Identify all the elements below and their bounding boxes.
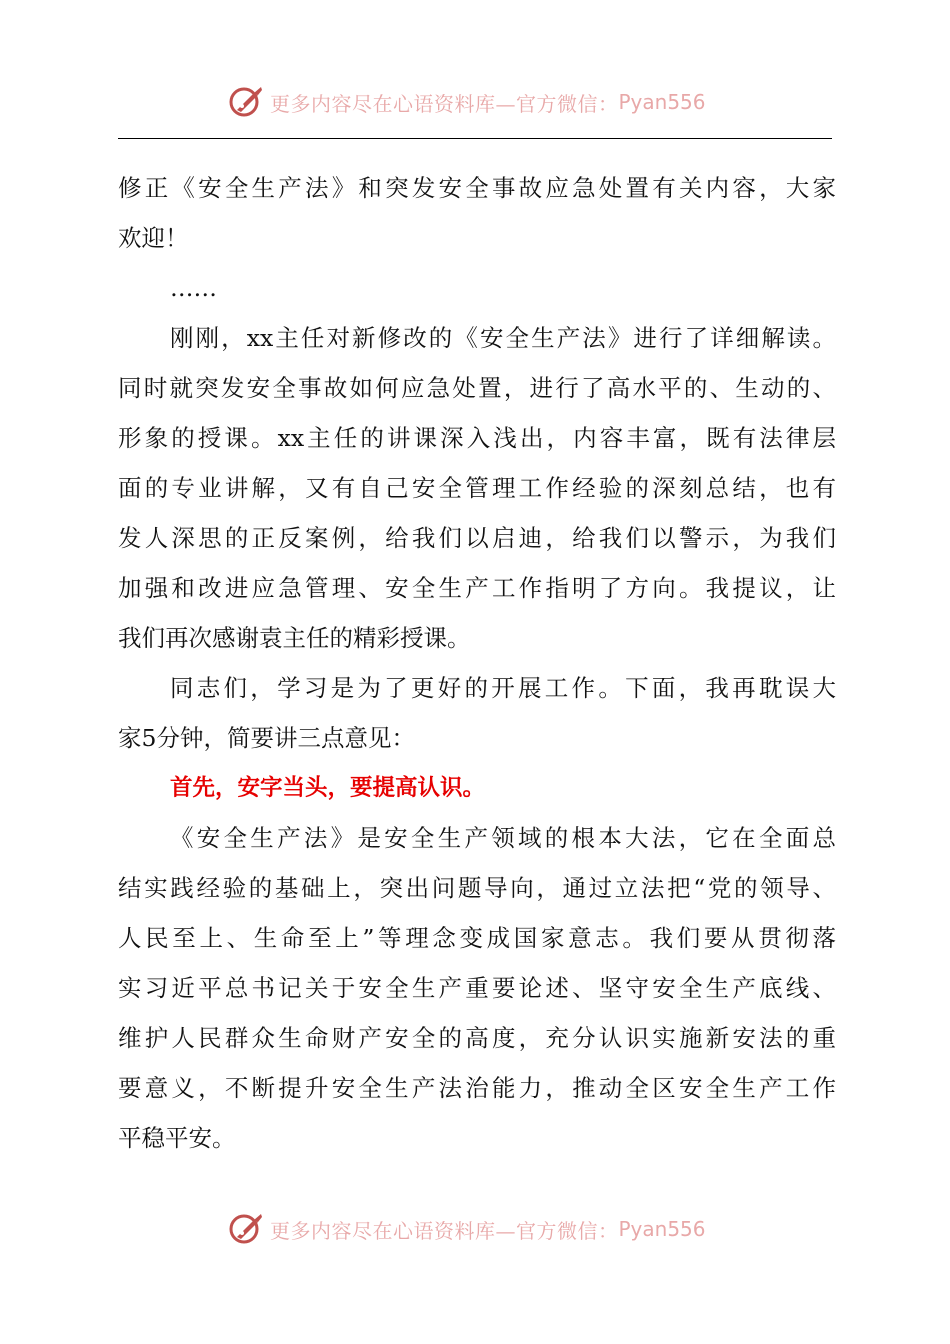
- banner-wechat-id: Pyan556: [618, 1217, 706, 1241]
- body-line: 同时就突发安全事故如何应急处置，进行了高水平的、生动的、: [118, 374, 836, 402]
- body-line: 要意义，不断提升安全生产法治能力，推动全区安全生产工作: [118, 1074, 836, 1102]
- body-line: 《安全生产法》是安全生产领域的根本大法，它在全面总: [170, 824, 836, 852]
- pen-logo-icon: [228, 84, 264, 120]
- body-line: 加强和改进应急管理、安全生产工作指明了方向。我提议，让: [118, 574, 836, 602]
- body-line: 发人深思的正反案例，给我们以启迪，给我们以警示，为我们: [118, 524, 836, 552]
- header-banner: [228, 80, 706, 124]
- ellipsis-line: ……: [170, 274, 217, 302]
- banner-wechat-id: Pyan556: [618, 90, 706, 114]
- body-line: 实习近平总书记关于安全生产重要论述、坚守安全生产底线、: [118, 974, 836, 1002]
- body-line: 维护人民群众生命财产安全的高度，充分认识实施新安法的重: [118, 1024, 836, 1052]
- body-line: 刚刚，xx主任对新修改的《安全生产法》进行了详细解读。: [170, 324, 836, 352]
- body-line: 欢迎！: [118, 224, 189, 252]
- document-body: [118, 163, 836, 1163]
- body-line: 形象的授课。xx主任的讲课深入浅出，内容丰富，既有法律层: [118, 424, 836, 452]
- pen-logo-icon: [228, 1211, 264, 1247]
- body-line: 家5分钟，简要讲三点意见：: [118, 724, 415, 752]
- body-line: 修正《安全生产法》和突发安全事故应急处置有关内容，大家: [118, 174, 836, 202]
- banner-text: 更多内容尽在心语资料库—官方微信：: [270, 1218, 619, 1243]
- body-line: 面的专业讲解，又有自己安全管理工作经验的深刻总结，也有: [118, 474, 836, 502]
- body-line: 结实践经验的基础上，突出问题导向，通过立法把“党的领导、: [118, 874, 836, 902]
- banner-text: 更多内容尽在心语资料库—官方微信：: [270, 91, 619, 116]
- body-line: 我们再次感谢袁主任的精彩授课。: [118, 624, 471, 652]
- header-divider: [118, 138, 832, 139]
- body-line: 平稳平安。: [118, 1124, 236, 1152]
- footer-banner: [228, 1207, 706, 1251]
- body-line: 同志们，学习是为了更好的开展工作。下面，我再耽误大: [170, 674, 836, 702]
- body-line: 人民至上、生命至上”等理念变成国家意志。我们要从贯彻落: [118, 924, 836, 952]
- section-heading: 首先，安字当头，要提高认识。: [170, 775, 486, 801]
